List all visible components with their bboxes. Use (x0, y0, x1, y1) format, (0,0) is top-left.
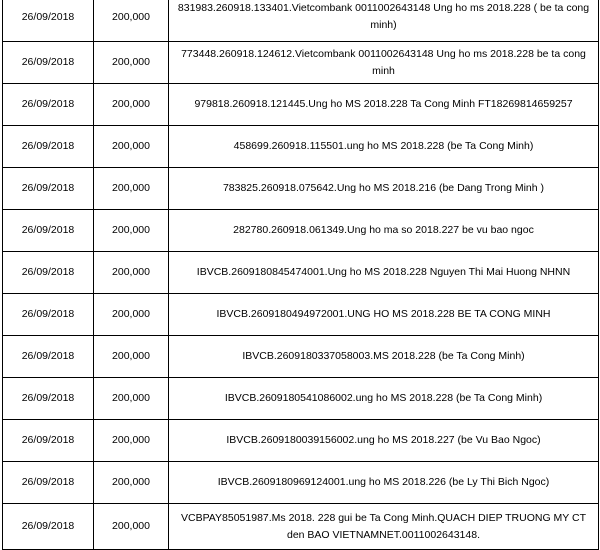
description-cell: 458699.260918.115501.ung ho MS 2018.228 (be Ta Cong Minh) (169, 126, 599, 168)
amount-cell: 200,000 (94, 126, 169, 168)
date-cell: 26/09/2018 (3, 210, 94, 252)
table-row (3, 84, 599, 126)
amount-cell: 200,000 (94, 420, 169, 462)
table-row (3, 126, 599, 168)
table-row (3, 294, 599, 336)
amount-cell: 200,000 (94, 378, 169, 420)
table-row (3, 378, 599, 420)
amount-cell: 200,000 (94, 252, 169, 294)
date-cell: 26/09/2018 (3, 42, 94, 84)
description-cell: IBVCB.2609180969124001.ung ho MS 2018.226 (be Ly Thi Bich Ngoc) (169, 462, 599, 504)
description-cell: IBVCB.2609180541086002.ung ho MS 2018.228 (be Ta Cong Minh) (169, 378, 599, 420)
description-cell: IBVCB.2609180039156002.ung ho MS 2018.227 (be Vu Bao Ngoc) (169, 420, 599, 462)
donation-table (2, 0, 599, 550)
table-row (3, 0, 599, 42)
date-cell: 26/09/2018 (3, 294, 94, 336)
amount-cell: 200,000 (94, 504, 169, 550)
date-cell: 26/09/2018 (3, 252, 94, 294)
amount-cell: 200,000 (94, 0, 169, 42)
description-cell: IBVCB.2609180845474001.Ung ho MS 2018.228 Nguyen Thi Mai Huong NHNN (169, 252, 599, 294)
description-cell: 783825.260918.075642.Ung ho MS 2018.216 (be Dang Trong Minh ) (169, 168, 599, 210)
description-cell: 773448.260918.124612.Vietcombank 0011002643148 Ung ho ms 2018.228 be ta cong minh (169, 42, 599, 84)
date-cell: 26/09/2018 (3, 420, 94, 462)
date-cell: 26/09/2018 (3, 336, 94, 378)
description-cell: IBVCB.2609180494972001.UNG HO MS 2018.228 BE TA CONG MINH (169, 294, 599, 336)
description-cell: 282780.260918.061349.Ung ho ma so 2018.227 be vu bao ngoc (169, 210, 599, 252)
table-row (3, 252, 599, 294)
description-cell: 979818.260918.121445.Ung ho MS 2018.228 Ta Cong Minh FT18269814659257 (169, 84, 599, 126)
table-row (3, 420, 599, 462)
date-cell: 26/09/2018 (3, 378, 94, 420)
table-row (3, 210, 599, 252)
description-cell: IBVCB.2609180337058003.MS 2018.228 (be Ta Cong Minh) (169, 336, 599, 378)
table-row (3, 336, 599, 378)
table-row (3, 504, 599, 550)
date-cell: 26/09/2018 (3, 168, 94, 210)
table-row (3, 168, 599, 210)
description-cell: 831983.260918.133401.Vietcombank 0011002643148 Ung ho ms 2018.228 ( be ta cong minh) (169, 0, 599, 42)
date-cell: 26/09/2018 (3, 462, 94, 504)
amount-cell: 200,000 (94, 294, 169, 336)
table-row (3, 42, 599, 84)
table-row (3, 462, 599, 504)
amount-cell: 200,000 (94, 210, 169, 252)
amount-cell: 200,000 (94, 42, 169, 84)
date-cell: 26/09/2018 (3, 504, 94, 550)
date-cell: 26/09/2018 (3, 0, 94, 42)
date-cell: 26/09/2018 (3, 126, 94, 168)
amount-cell: 200,000 (94, 84, 169, 126)
amount-cell: 200,000 (94, 336, 169, 378)
date-cell: 26/09/2018 (3, 84, 94, 126)
description-cell: VCBPAY85051987.Ms 2018. 228 gui be Ta Cong Minh.QUACH DIEP TRUONG MY CT den BAO VIETNAMNET.0011002643148. (169, 504, 599, 550)
amount-cell: 200,000 (94, 168, 169, 210)
amount-cell: 200,000 (94, 462, 169, 504)
